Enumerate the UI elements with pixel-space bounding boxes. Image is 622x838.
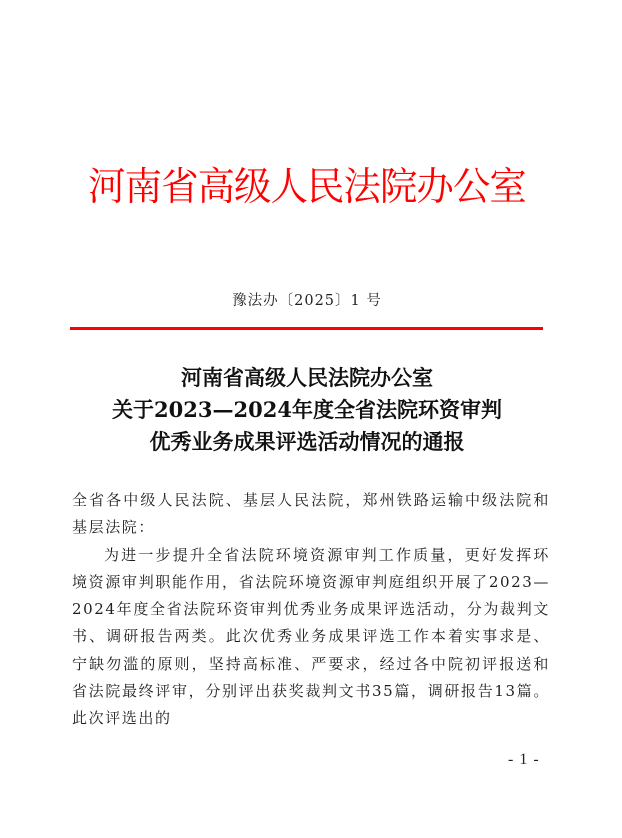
page-number: - 1 - [508, 751, 540, 768]
document-title [70, 362, 544, 458]
document-body [72, 487, 550, 733]
body-paragraph: 为进一步提升全省法院环境资源审判工作质量，更好发挥环境资源审判职能作用，省法院环境资源审判庭组织开展了2023—2024年度全省法院环资审判优秀业务成果评选活动，分为裁判文书、调研报告两类。此次优秀业务成果评选工作本着实事求是、宁缺勿滥的原则，坚持高标准、严要求，经过各中院初评报送和省法院最终评审，分别评出获奖裁判文书35篇，调研报告13篇。此次评选出的 [72, 545, 550, 728]
salutation-paragraph: 全省各中级人民法院、基层人民法院，郑州铁路运输中级法院和基层法院： [72, 491, 550, 537]
red-separator-rule [70, 327, 543, 330]
document-number: 豫法办〔2025〕1 号 [232, 293, 382, 309]
title-line-1: 河南省高级人民法院办公室 [181, 365, 433, 390]
title-line-3: 优秀业务成果评选活动情况的通报 [149, 429, 465, 454]
title-line-2: 关于2023—2024年度全省法院环资审判 [112, 397, 502, 422]
issuer-red-header: 河南省高级人民法院办公室 [88, 165, 526, 210]
